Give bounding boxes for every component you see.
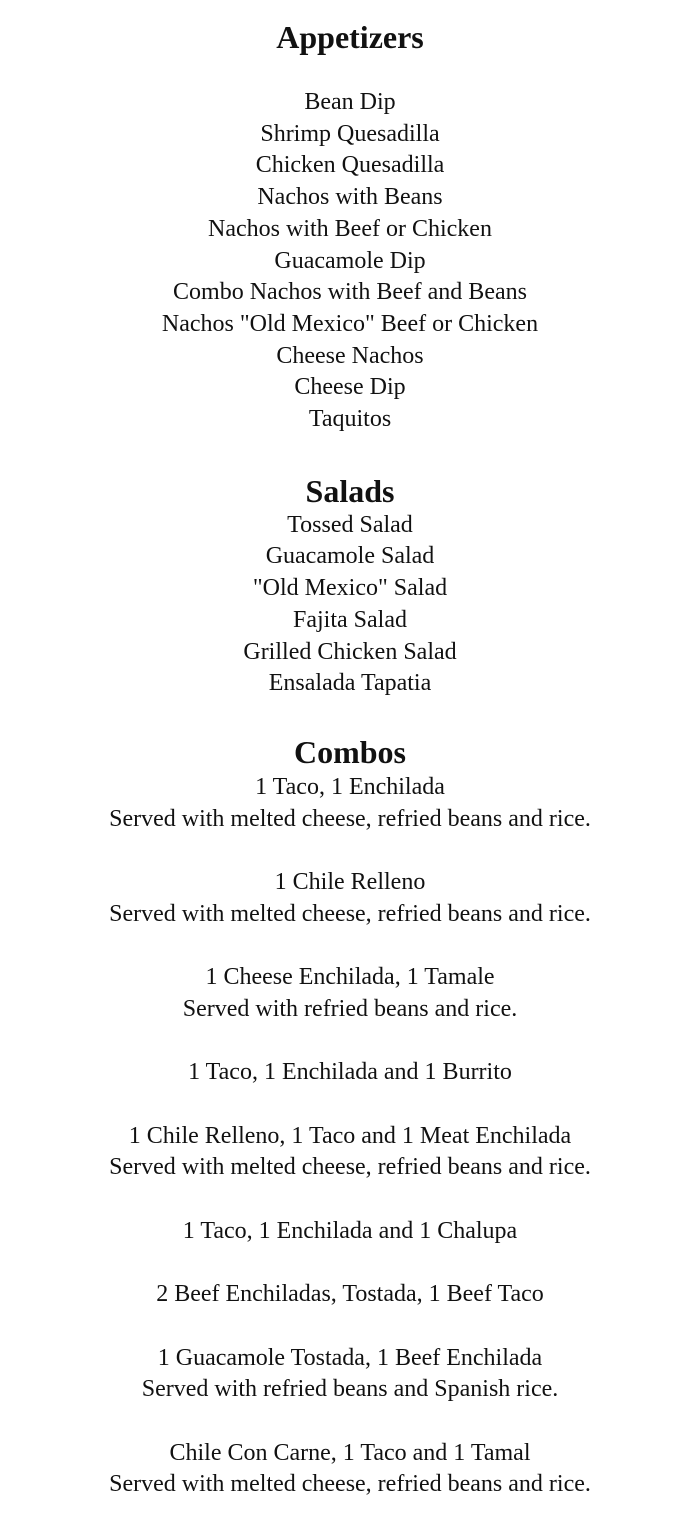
appetizers-list xyxy=(0,87,700,436)
appetizer-item: Nachos "Old Mexico" Beef or Chicken xyxy=(161,310,539,337)
salad-item: Ensalada Tapatia xyxy=(268,670,432,697)
appetizer-item: Guacamole Dip xyxy=(274,247,426,274)
appetizer-item: Shrimp Quesadilla xyxy=(260,120,440,147)
combo-item xyxy=(0,1343,700,1406)
combo-description: Served with melted cheese, refried beans and rice. xyxy=(109,1471,591,1498)
combo-name: 1 Chile Relleno xyxy=(274,869,426,896)
salads-list xyxy=(0,510,700,700)
combo-name: 2 Beef Enchiladas, Tostada, 1 Beef Taco xyxy=(156,1281,544,1308)
combo-item xyxy=(0,1438,700,1501)
combo-description: Served with refried beans and rice. xyxy=(182,995,518,1022)
salad-item: Fajita Salad xyxy=(293,606,407,633)
combo-item xyxy=(0,772,700,835)
combo-name: 1 Taco, 1 Enchilada and 1 Burrito xyxy=(188,1059,512,1086)
appetizers-heading: Appetizers xyxy=(276,19,424,55)
appetizer-item: Taquitos xyxy=(308,406,392,433)
combo-description: Served with melted cheese, refried beans and rice. xyxy=(109,1154,591,1181)
combos-list xyxy=(0,772,700,1501)
combo-item xyxy=(0,867,700,930)
salad-item: "Old Mexico" Salad xyxy=(252,575,448,602)
combo-description: Served with refried beans and Spanish rice. xyxy=(141,1376,559,1403)
combo-item xyxy=(0,1216,700,1248)
salads-heading: Salads xyxy=(305,472,395,509)
combo-item xyxy=(0,1057,700,1089)
combo-item xyxy=(0,1121,700,1184)
combo-name: 1 Guacamole Tostada, 1 Beef Enchilada xyxy=(157,1344,543,1371)
combos-heading: Combos xyxy=(293,733,406,770)
salad-item: Guacamole Salad xyxy=(265,543,435,570)
salad-item: Grilled Chicken Salad xyxy=(243,638,457,665)
combo-name: 1 Cheese Enchilada, 1 Tamale xyxy=(205,964,495,991)
combo-name: Chile Con Carne, 1 Taco and 1 Tamal xyxy=(169,1439,531,1466)
appetizer-item: Nachos with Beans xyxy=(257,184,443,211)
combo-item xyxy=(0,1279,700,1311)
combo-name: 1 Taco, 1 Enchilada and 1 Chalupa xyxy=(182,1217,518,1244)
appetizer-item: Chicken Quesadilla xyxy=(255,152,445,179)
appetizer-item: Bean Dip xyxy=(304,89,396,115)
combo-description: Served with melted cheese, refried beans and rice. xyxy=(109,805,591,832)
appetizer-item: Cheese Nachos xyxy=(276,342,424,369)
appetizer-item: Combo Nachos with Beef and Beans xyxy=(173,279,527,306)
combo-name: 1 Taco, 1 Enchilada xyxy=(255,773,445,800)
combo-item xyxy=(0,962,700,1025)
appetizer-item: Nachos with Beef or Chicken xyxy=(208,215,492,242)
salad-item: Tossed Salad xyxy=(287,511,413,538)
combo-name: 1 Chile Relleno, 1 Taco and 1 Meat Enchilada xyxy=(128,1122,572,1149)
appetizer-item: Cheese Dip xyxy=(294,374,406,401)
combo-description: Served with melted cheese, refried beans and rice. xyxy=(109,900,591,927)
